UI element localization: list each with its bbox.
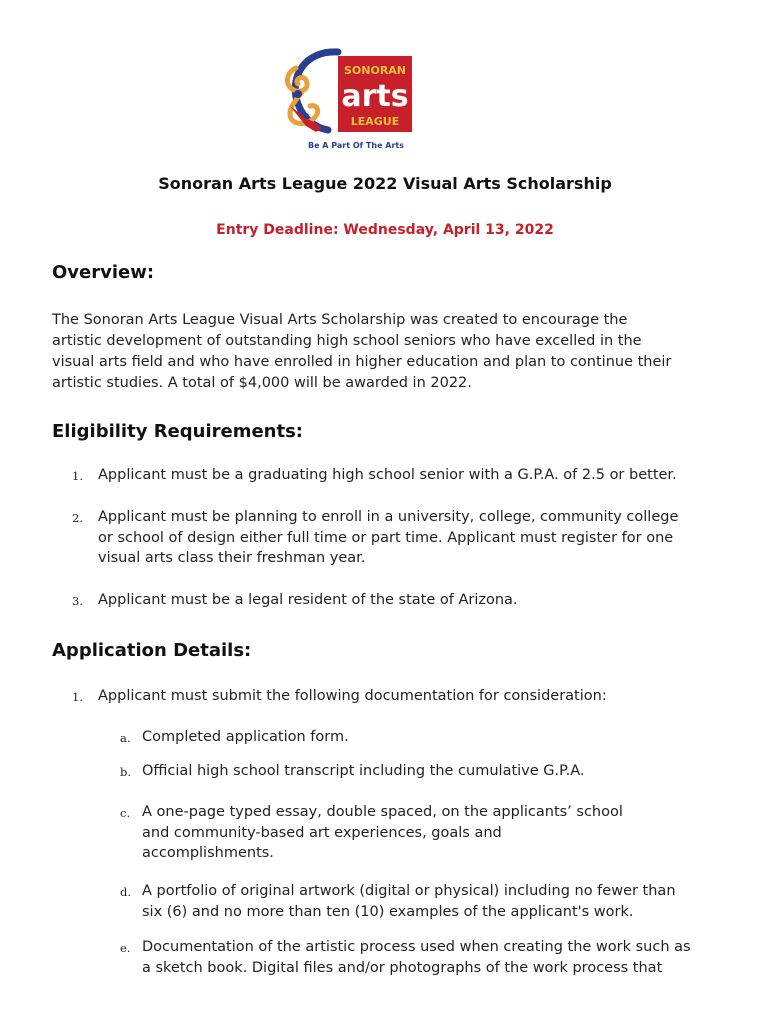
sub-list-item: [120, 802, 720, 864]
overview-paragraph: [52, 310, 712, 394]
sub-list-letter: d.: [120, 885, 132, 899]
list-line: Applicant must be planning to enroll in a university, college, community college: [98, 509, 679, 525]
logo-line2: arts: [341, 79, 409, 114]
sub-list-line: six (6) and no more than ten (10) examples of the applicant's work.: [142, 903, 634, 920]
logo-line3: LEAGUE: [350, 115, 400, 128]
sub-list-line: Official high school transcript including the cumulative G.P.A.: [142, 763, 585, 779]
list-item: [72, 686, 712, 707]
sub-list-line: Completed application form.: [142, 729, 349, 745]
logo-line1: SONORAN: [343, 64, 407, 77]
sub-list-line: A one-page typed essay, double spaced, on the applicants’ school: [142, 804, 623, 820]
sub-list-item: [120, 761, 720, 782]
list-number: 1.: [72, 469, 83, 483]
list-line: Applicant must submit the following documentation for consideration:: [98, 688, 607, 704]
sub-list-item: [120, 727, 720, 748]
overview-line: The Sonoran Arts League Visual Arts Scholarship was created to encourage the: [52, 312, 628, 328]
application-heading: Application Details:: [52, 640, 252, 661]
sub-list-line: A portfolio of original artwork (digital or physical) including no fewer than: [142, 883, 676, 899]
list-item: [72, 590, 712, 611]
sub-list-item: [120, 937, 720, 978]
list-number: 2.: [72, 511, 83, 525]
entry-deadline: Entry Deadline: Wednesday, April 13, 2022: [216, 222, 554, 238]
sub-list-line: accomplishments.: [142, 845, 274, 861]
sub-list-line: Documentation of the artistic process used when creating the work such as: [142, 939, 691, 955]
list-number: 1.: [72, 690, 83, 704]
list-number: 3.: [72, 594, 83, 608]
list-line: Applicant must be a legal resident of the state of Arizona.: [98, 592, 518, 608]
list-item: [72, 465, 712, 486]
list-line: visual arts class their freshman year.: [98, 550, 366, 566]
list-line: Applicant must be a graduating high school senior with a G.P.A. of 2.5 or better.: [98, 467, 677, 483]
overview-line: artistic development of outstanding high school seniors who have excelled in the: [52, 333, 642, 349]
sub-list-item: [120, 881, 720, 922]
overview-heading: Overview:: [52, 262, 155, 283]
sub-list-letter: c.: [120, 806, 131, 820]
sonoran-arts-league-logo: [276, 46, 416, 154]
sub-list-letter: a.: [120, 731, 131, 745]
sub-list-line: and community-based art experiences, goals and: [142, 824, 502, 841]
overview-line: visual arts field and who have enrolled in higher education and plan to continue their: [52, 354, 672, 370]
logo-tagline: Be A Part Of The Arts: [307, 141, 405, 150]
sub-list-line: a sketch book. Digital files and/or photographs of the work process that: [142, 959, 663, 976]
sub-list-letter: e.: [120, 941, 131, 955]
eligibility-heading: Eligibility Requirements:: [52, 421, 304, 442]
overview-line: artistic studies. A total of $4,000 will be awarded in 2022.: [52, 375, 472, 391]
document-title: Sonoran Arts League 2022 Visual Arts Scholarship: [158, 174, 612, 193]
list-line: or school of design either full time or part time. Applicant must register for one: [98, 529, 674, 546]
list-item: [72, 507, 712, 569]
sub-list-letter: b.: [120, 765, 132, 779]
